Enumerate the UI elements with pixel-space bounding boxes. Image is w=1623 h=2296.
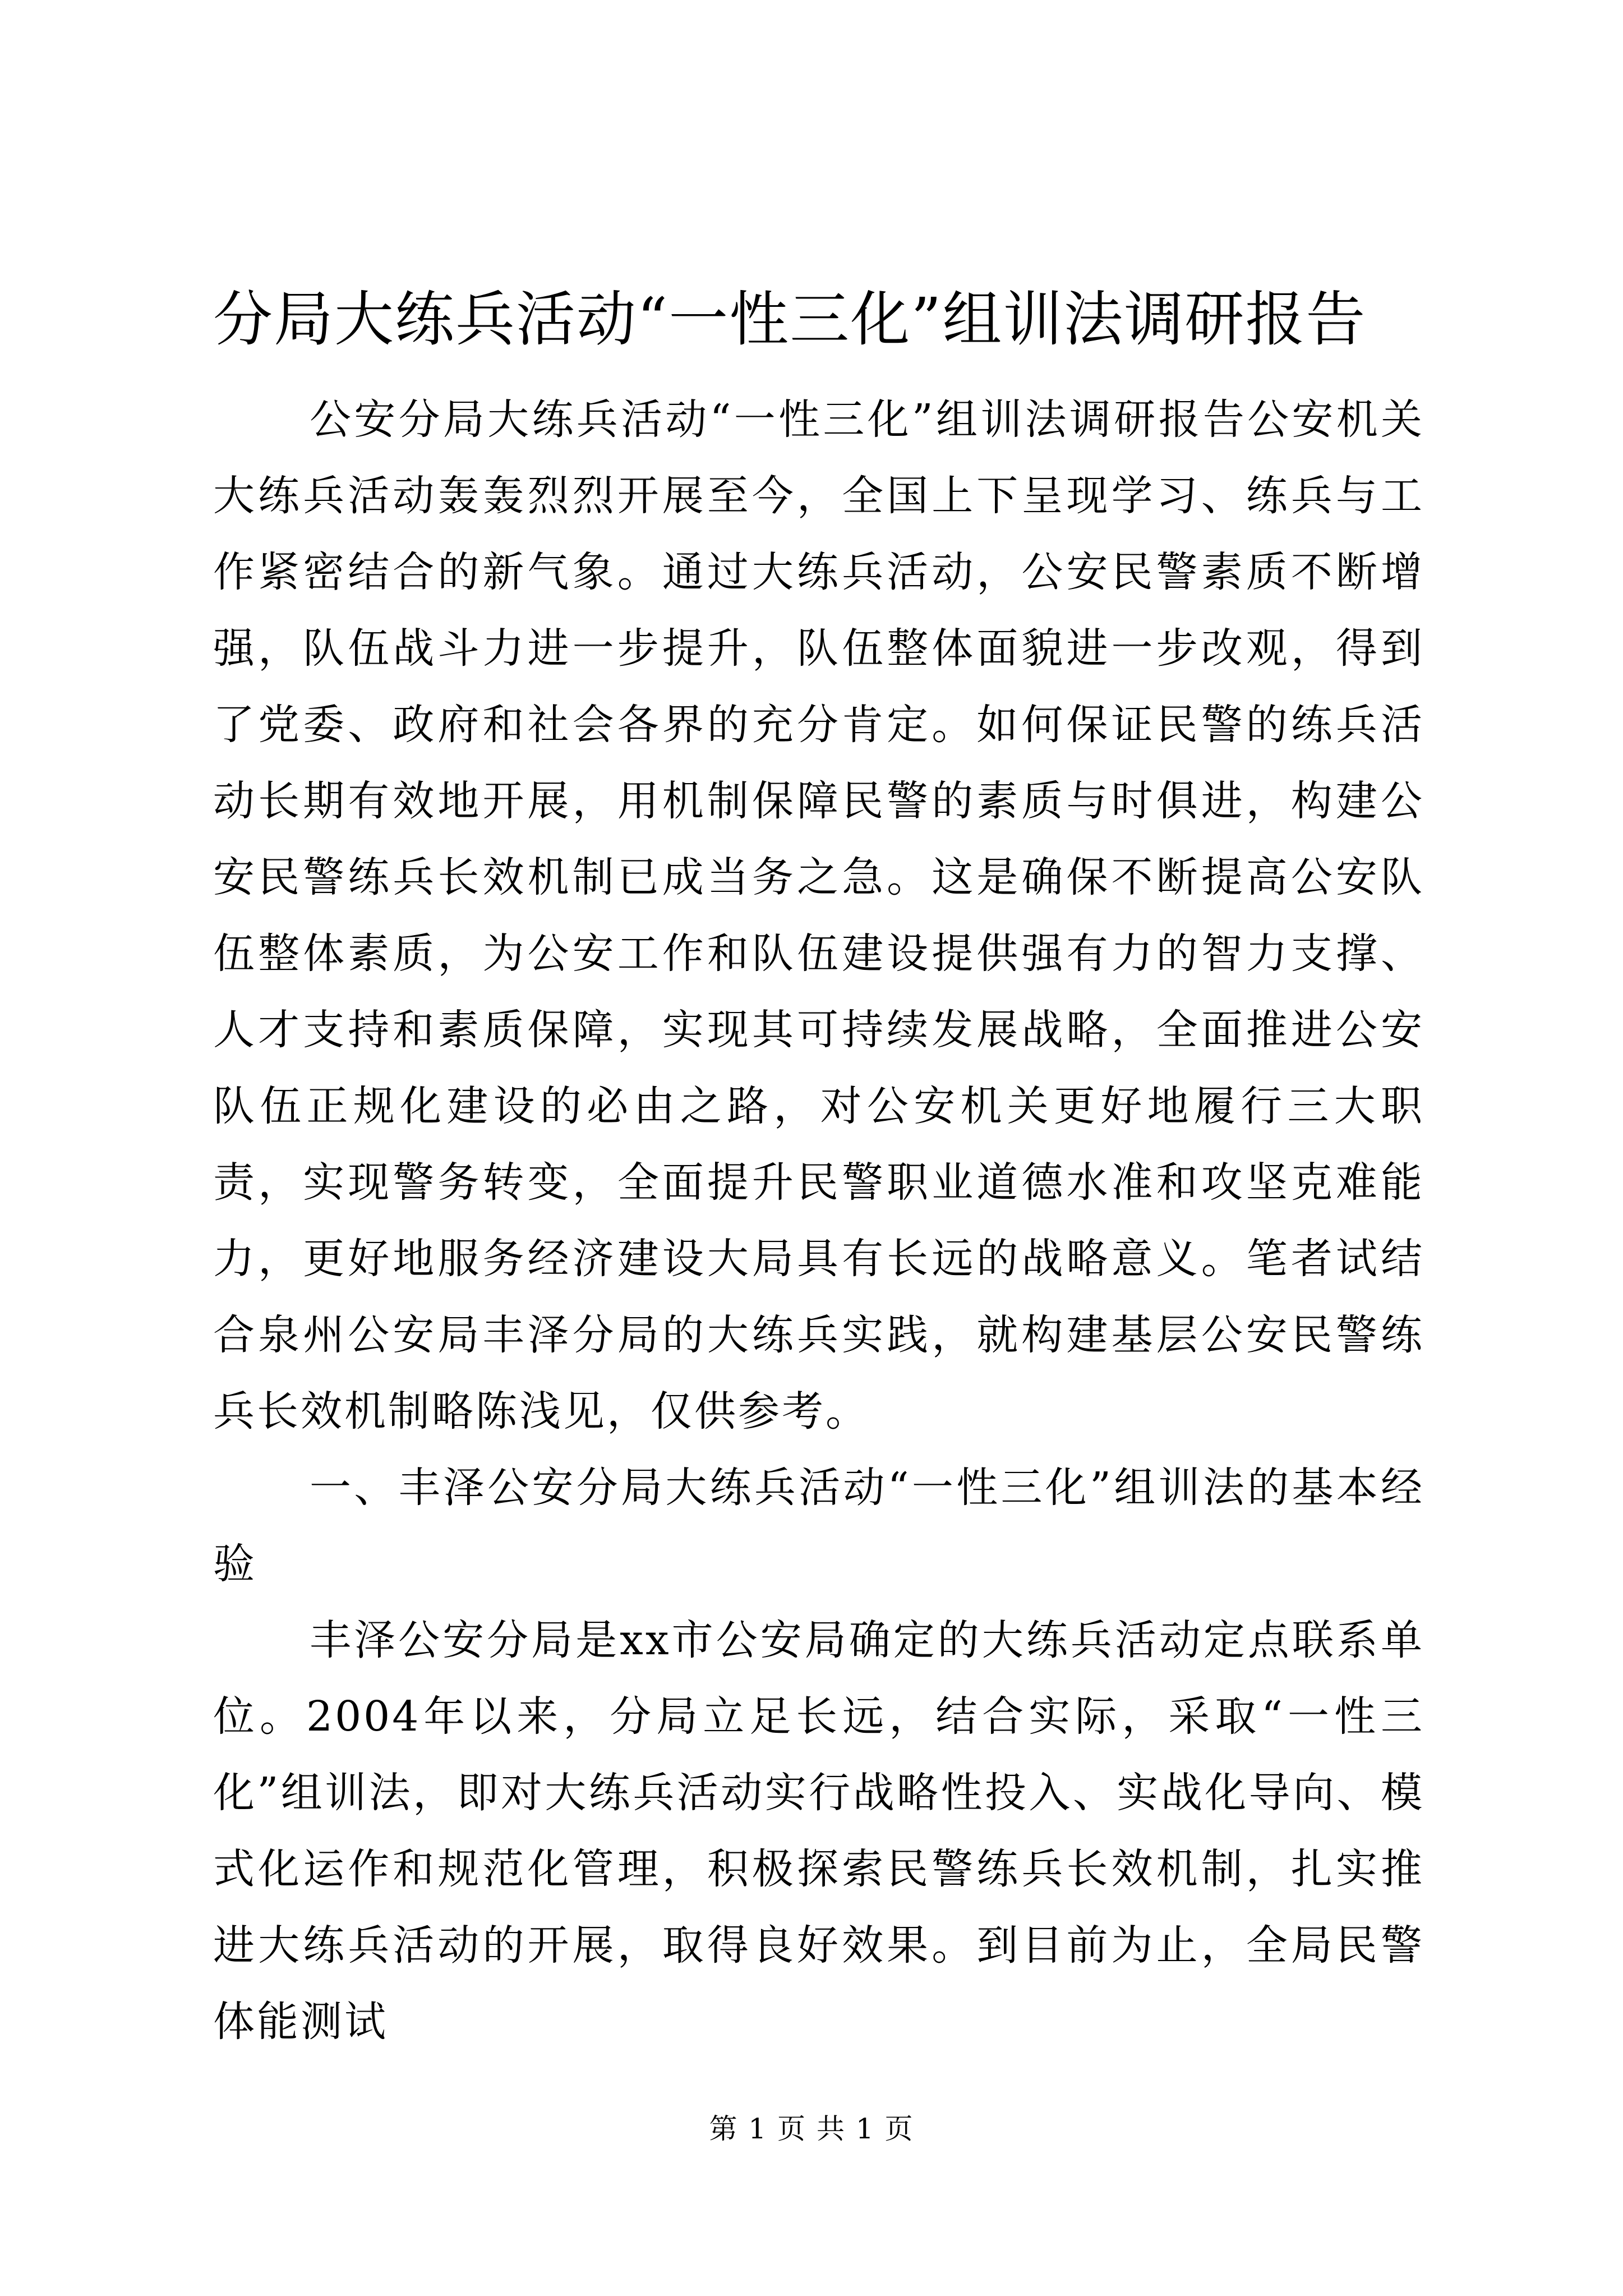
paragraph-intro: 公安分局大练兵活动“一性三化”组训法调研报告公安机关大练兵活动轰轰烈烈开展至今，全国上下呈现学习、练兵与工作紧密结合的新气象。通过大练兵活动，公安民警素质不断增强，队伍战斗力进一步提升，队伍整体面貌进一步改观，得到了党委、政府和社会各界的充分肯定。如何保证民警的练兵活动长期有效地开展，用机制保障民警的素质与时俱进，构建公安民警练兵长效机制已成当务之急。这是确保不断提高公安队伍整体素质，为公安工作和队伍建设提供强有力的智力支撑、人才支持和素质保障，实现其可持续发展战略，全面推进公安队伍正规化建设的必由之路，对公安机关更好地履行三大职责，实现警务转变，全面提升民警职业道德水准和攻坚克难能力，更好地服务经济建设大局具有长远的战略意义。笔者试结合泉州公安局丰泽分局的大练兵实践，就构建基层公安民警练兵长效机制略陈浅见，仅供参考。 bbox=[213, 395, 1424, 1435]
paragraph-experience: 丰泽公安分局是xx市公安局确定的大练兵活动定点联系单位。2004年以来，分局立足长远，结合实际，采取“一性三化”组训法，即对大练兵活动实行战略性投入、实战化导向、模式化运作和规范化管理，积极探索民警练兵长效机制，扎实推进大练兵活动的开展，取得良好效果。到目前为止，全局民警体能测试 bbox=[213, 1616, 1424, 2046]
page-footer: 第 1 页 共 1 页 bbox=[709, 2113, 914, 2145]
document-body bbox=[213, 381, 1424, 2060]
paragraph-section-heading: 一、丰泽公安分局大练兵活动“一性三化”组训法的基本经验 bbox=[213, 1464, 1424, 1588]
document-title: 分局大练兵活动“一性三化”组训法调研报告 bbox=[213, 285, 1367, 354]
